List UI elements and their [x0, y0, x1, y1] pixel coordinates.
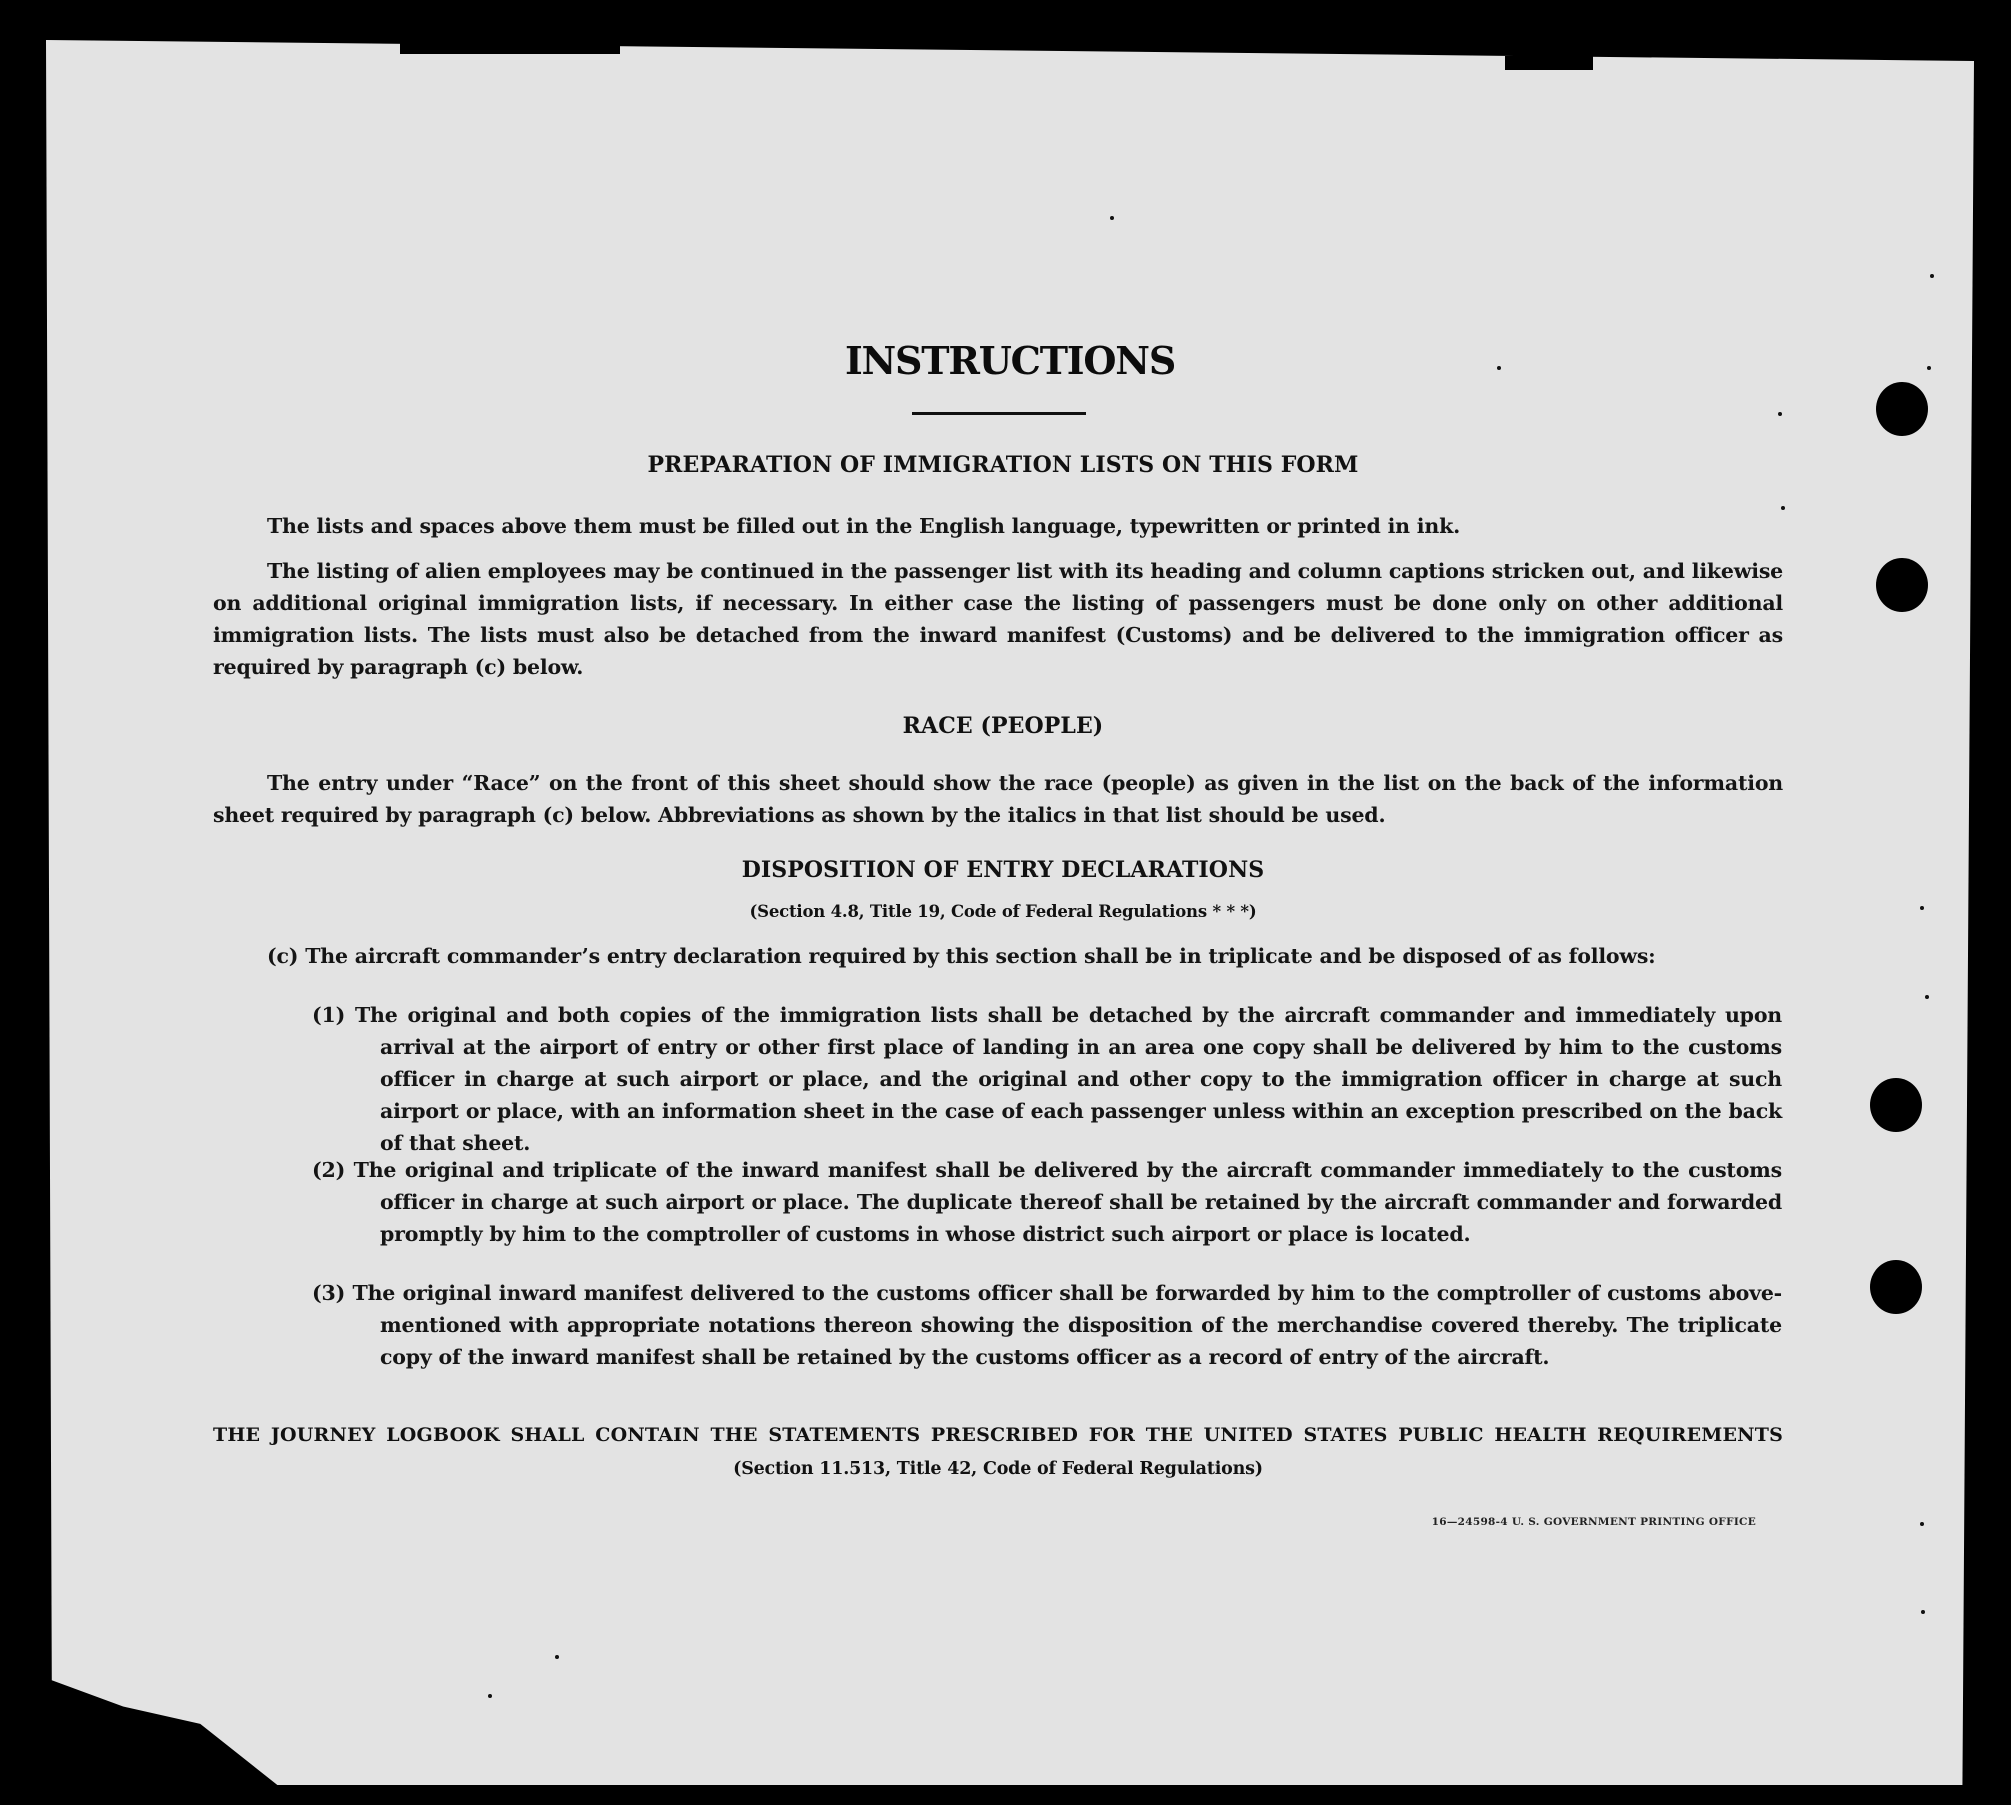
- section-heading-disposition: DISPOSITION OF ENTRY DECLARATIONS: [741, 857, 1265, 883]
- punch-hole: [1870, 1260, 1922, 1314]
- list-item: (2) The original and triplicate of the inward manifest shall be delivered by the aircraft commander immediately to the customs officer in charge at such airport or place. The duplicate thereof shall be retained by the aircraft commander and forwarded promptly by him to the comptroller of customs in whose district such airport or place is located.: [312, 1158, 1782, 1246]
- ink-speck: [1927, 366, 1931, 370]
- footer-statement: THE JOURNEY LOGBOOK SHALL CONTAIN THE STATEMENTS PRESCRIBED FOR THE UNITED STATES PUBLIC HEALTH REQUIREMENTS: [213, 1424, 1783, 1446]
- section-citation: (Section 4.8, Title 19, Code of Federal Regulations * * *): [749, 902, 1257, 921]
- list-item: (3) The original inward manifest delivered to the customs officer shall be forwarded by him to the comptroller of customs above-mentioned with appropriate notations thereon showing the disposition of the merchandise covered thereby. The triplicate copy of the inward manifest shall be retained by the customs officer as a record of entry of the aircraft.: [312, 1281, 1782, 1369]
- page-edge-tab: [1505, 56, 1593, 70]
- punch-hole: [1876, 558, 1928, 612]
- printer-imprint: 16—24598-4 U. S. GOVERNMENT PRINTING OFFICE: [1431, 1516, 1756, 1528]
- paragraph: The lists and spaces above them must be filled out in the English language, typewritten or printed in ink.: [267, 514, 1461, 538]
- ink-speck: [555, 1655, 559, 1659]
- page-title: INSTRUCTIONS: [844, 338, 1176, 383]
- ink-speck: [488, 1694, 492, 1698]
- list-item: (1) The original and both copies of the immigration lists shall be detached by the aircraft commander and immediately upon arrival at the airport of entry or other first place of landing in an area one copy shall be delivered by him to the customs officer in charge at such airport or place, and the original and other copy to the immigration officer in charge at such airport or place, with an information sheet in the case of each passenger unless within an exception prescribed on the back of that sheet.: [312, 1003, 1782, 1155]
- section-heading-race: RACE (PEOPLE): [902, 713, 1104, 739]
- paragraph: The listing of alien employees may be continued in the passenger list with its heading and column captions stricken out, and likewise on additional original immigration lists, if necessary. In either case the listing of passengers must be done only on other additional immigration lists. The lists must also be detached from the inward manifest (Customs) and be delivered to the immigration officer as required by paragraph (c) below.: [213, 559, 1783, 679]
- punch-hole: [1870, 1078, 1922, 1132]
- ink-speck: [1497, 366, 1501, 370]
- ink-speck: [1921, 1610, 1925, 1614]
- punch-hole: [1876, 382, 1928, 436]
- title-underline: [912, 412, 1086, 415]
- ink-speck: [1920, 906, 1924, 910]
- paragraph: (c) The aircraft commander’s entry declaration required by this section shall be in triplicate and be disposed of as follows:: [267, 944, 1656, 968]
- paragraph: The entry under “Race” on the front of this sheet should show the race (people) as given in the list on the back of the information sheet required by paragraph (c) below. Abbreviations as shown by the italics in that list should be used.: [213, 771, 1783, 827]
- footer-citation: (Section 11.513, Title 42, Code of Federal Regulations): [733, 1459, 1263, 1479]
- ink-speck: [1778, 412, 1782, 416]
- page-edge-tab: [400, 40, 620, 54]
- ink-speck: [1110, 216, 1114, 220]
- ink-speck: [1920, 1522, 1924, 1526]
- ink-speck: [1930, 274, 1934, 278]
- section-heading-preparation: PREPARATION OF IMMIGRATION LISTS ON THIS FORM: [647, 452, 1359, 478]
- ink-speck: [1925, 995, 1929, 999]
